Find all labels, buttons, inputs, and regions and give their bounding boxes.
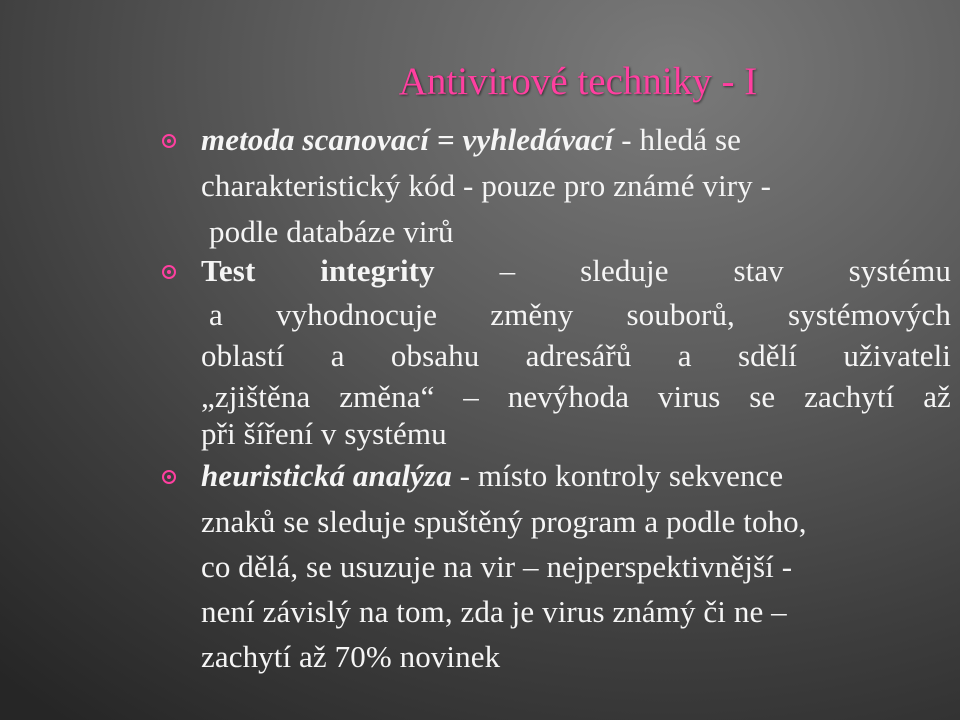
circle-bullet-icon [162, 134, 176, 148]
bullet-2-line-4 [201, 377, 951, 417]
word: nevýhoda [507, 379, 630, 414]
word: adresářů [525, 338, 632, 373]
bullet-2-line-1 [201, 251, 951, 291]
word: systémových [787, 297, 951, 332]
bullet-3-term: heuristická analýza [201, 458, 452, 493]
word: změna“ [339, 379, 435, 414]
word: vyhodnocuje [275, 297, 438, 332]
word: a [677, 338, 692, 373]
bullet-1-line-3: podle databáze virů [209, 214, 454, 249]
word: sdělí [737, 338, 798, 373]
word: zachytí [804, 379, 895, 414]
bullet-3-line-1-rest: - místo kontroly sekvence [451, 458, 784, 493]
circle-bullet-icon [162, 265, 176, 279]
word: Test [201, 253, 256, 288]
word: stav [733, 253, 784, 288]
word: – [463, 379, 479, 414]
bullet-3-line-4: není závislý na tom, zda je virus známý či ne – [201, 594, 787, 629]
word: souborů, [626, 297, 735, 332]
word: oblastí [201, 338, 285, 373]
circle-bullet-icon [162, 470, 176, 484]
bullet-3-line-1 [201, 456, 783, 496]
word: sleduje [580, 253, 669, 288]
word: – [499, 253, 516, 288]
word: a [209, 297, 223, 332]
bullet-2-line-5: při šíření v systému [201, 416, 447, 451]
bullet-1-term: metoda scanovací = vyhledávací [201, 122, 614, 157]
word: uživateli [843, 338, 951, 373]
word: obsahu [390, 338, 480, 373]
word: až [923, 379, 951, 414]
bullet-2-line-3 [201, 336, 951, 376]
slide-title: Antivirové techniky - I [398, 60, 758, 103]
word: virus [657, 379, 721, 414]
word: systému [848, 253, 951, 288]
bullet-3-line-3: co dělá, se usuzuje na vir – nejperspektivnější - [201, 549, 793, 584]
word: se [749, 379, 776, 414]
bullet-3-line-2: znaků se sleduje spuštěný program a podle toho, [201, 504, 807, 539]
bullet-2-line-2 [209, 295, 951, 335]
bullet-1-line-1-rest: - hledá se [613, 122, 741, 157]
bullet-1-line-1 [201, 120, 741, 160]
bullet-3-line-5: zachytí až 70% novinek [201, 639, 501, 674]
bullet-1-line-2: charakteristický kód - pouze pro známé viry - [201, 168, 772, 203]
word: a [330, 338, 345, 373]
word: změny [490, 297, 574, 332]
word: „zjištěna [201, 379, 311, 414]
word: integrity [320, 253, 435, 288]
